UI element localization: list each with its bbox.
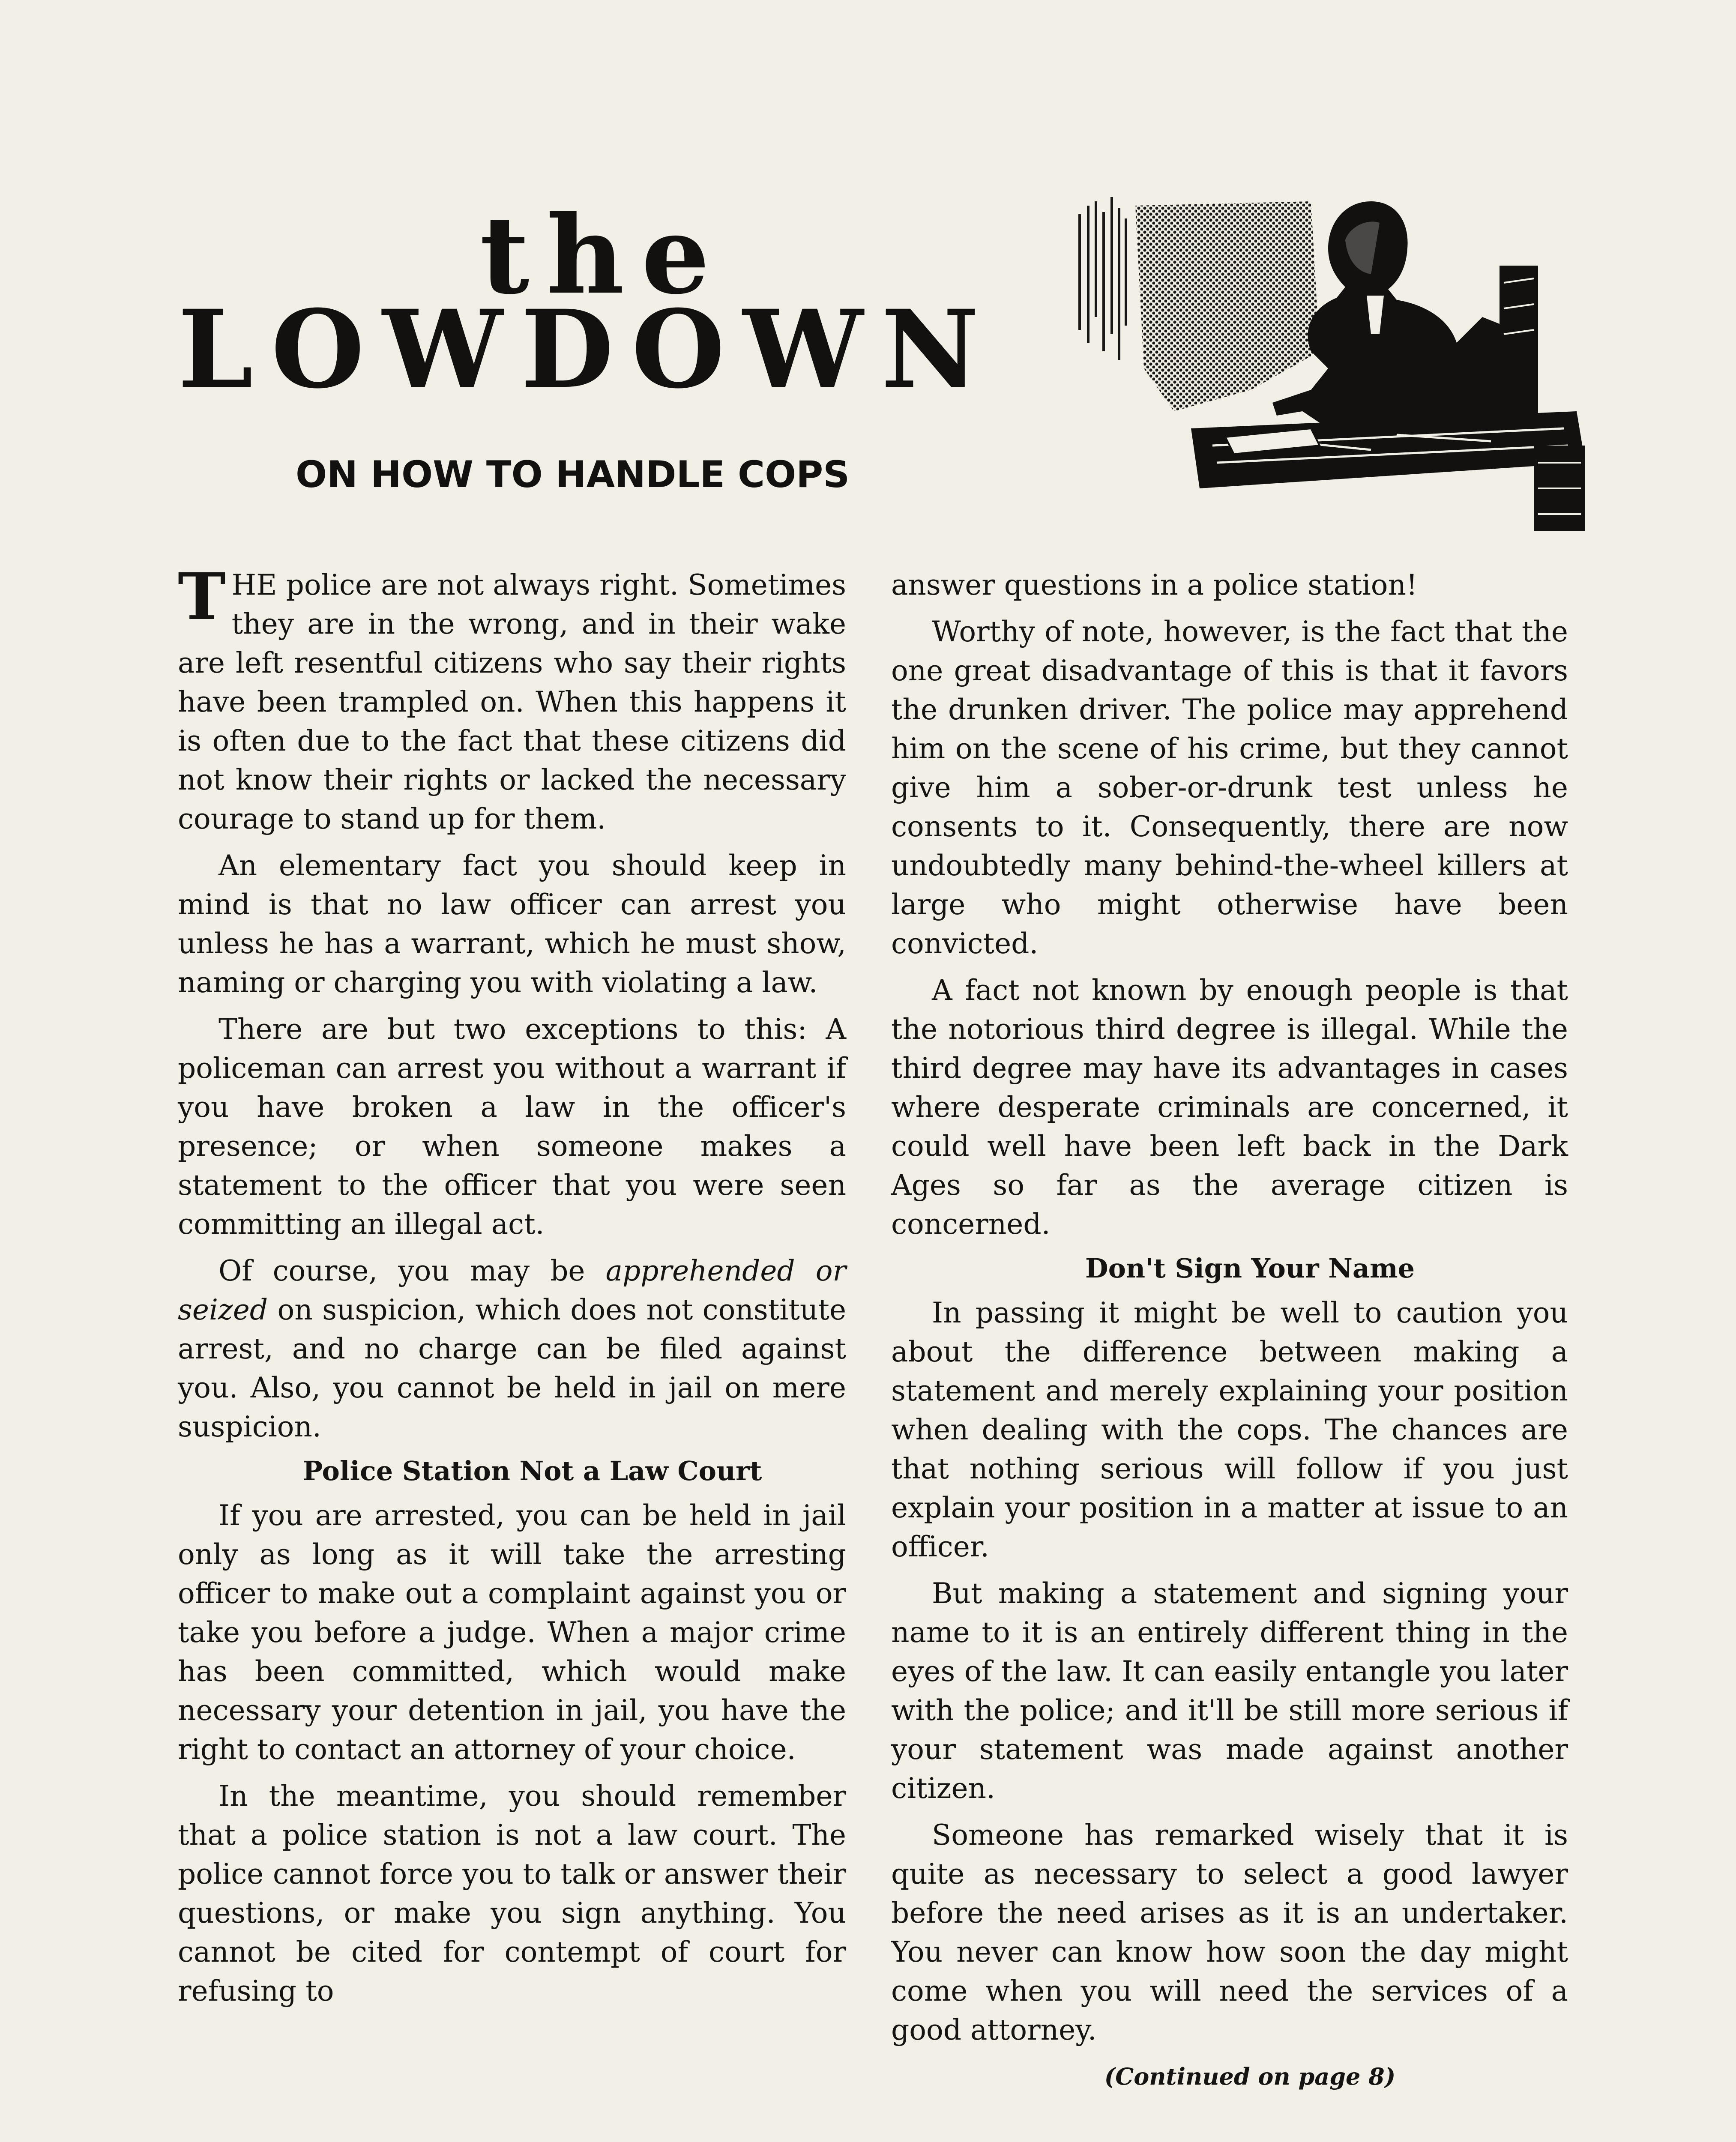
right-column xyxy=(891,565,1568,2104)
paragraph: An elementary fact you should keep in mind is that no law officer can arrest you unless he has a warrant, which he must show, naming or charging you with violating a law. xyxy=(178,849,846,999)
title-article: the xyxy=(480,192,727,318)
continued-note: (Continued on page 8) xyxy=(1104,2063,1396,2090)
section-heading: Police Station Not a Law Court xyxy=(302,1455,762,1487)
emphasis-text: apprehended or seized xyxy=(178,1254,846,1326)
paragraph: If you are arrested, you can be held in jail only as long as it will take the arresting officer to make out a complaint against you or take you before a judge. When a major crime has been committed, which would make necessary your detention in jail, you have the right to contact an attorney of your choice. xyxy=(178,1499,846,1766)
paragraph: answer questions in a police station! xyxy=(891,568,1418,601)
paragraph-text: Of course, you may be xyxy=(218,1254,606,1287)
section-heading: Don't Sign Your Name xyxy=(1085,1253,1415,1284)
paragraph xyxy=(178,559,846,838)
paragraph: In the meantime, you should remember that a police station is not a law court. The police cannot force you to talk or answer their questions, or make you sign anything. You cannot be cited for contempt of court for refusing to xyxy=(178,1780,846,2007)
left-column xyxy=(178,559,846,2018)
page-title: LOWDOWN xyxy=(178,286,997,412)
paragraph: There are but two exceptions to this: A policeman can arrest you without a warrant if you have broken a law in the officer's presence; or when someone makes a statement to the officer that you were seen committing an illegal act. xyxy=(178,1013,846,1241)
paragraph: But making a statement and signing your name to it is an entirely different thing in the eyes of the law. It can easily entangle you later with the police; and it'll be still more serious if your statement was made against another citizen. xyxy=(891,1577,1568,1805)
drop-cap: T xyxy=(178,559,226,634)
paragraph: Worthy of note, however, is the fact that the one great disadvantage of this is that it favors the drunken driver. The police may apprehend him on the scene of his crime, but they cannot give him a sober-or-drunk test unless he consents to it. Consequently, there are now undoubtedly many behind-the-wheel killers at large who might otherwise have been convicted. xyxy=(891,615,1568,960)
paragraph: Someone has remarked wisely that it is quite as necessary to select a good lawyer before the need arises as it is an undertaker. You never can know how soon the day might come when you will need the services of a good attorney. xyxy=(891,1819,1568,2046)
paragraph: In passing it might be well to caution you about the difference between making a statement and merely explaining your position when dealing with the cops. The chances are that nothing serious will follow if you just explain your position in a matter at issue to an officer. xyxy=(891,1296,1568,1563)
paragraph-text: HE police are not always right. Sometimes they are in the wrong, and in their wake are left resentful citizens who say their rights have been trampled on. When this happens it is often due to the fact that these citizens did not know their rights or lacked the necessary courage to stand up for them. xyxy=(178,568,846,835)
paragraph xyxy=(178,1251,846,1446)
paragraph: A fact not known by enough people is that the notorious third degree is illegal. While the third degree may have its advantages in cases where desperate criminals are concerned, it could well have been left back in the Dark Ages so far as the average citizen is concerned. xyxy=(891,974,1568,1241)
page-subtitle: ON HOW TO HANDLE COPS xyxy=(296,453,850,496)
man-at-desk-woodcut-icon xyxy=(1071,188,1602,540)
paragraph-text: on suspicion, which does not constitute arrest, and no charge can be filed against you. Also, you cannot be held in jail on mere suspicion. xyxy=(178,1293,846,1443)
